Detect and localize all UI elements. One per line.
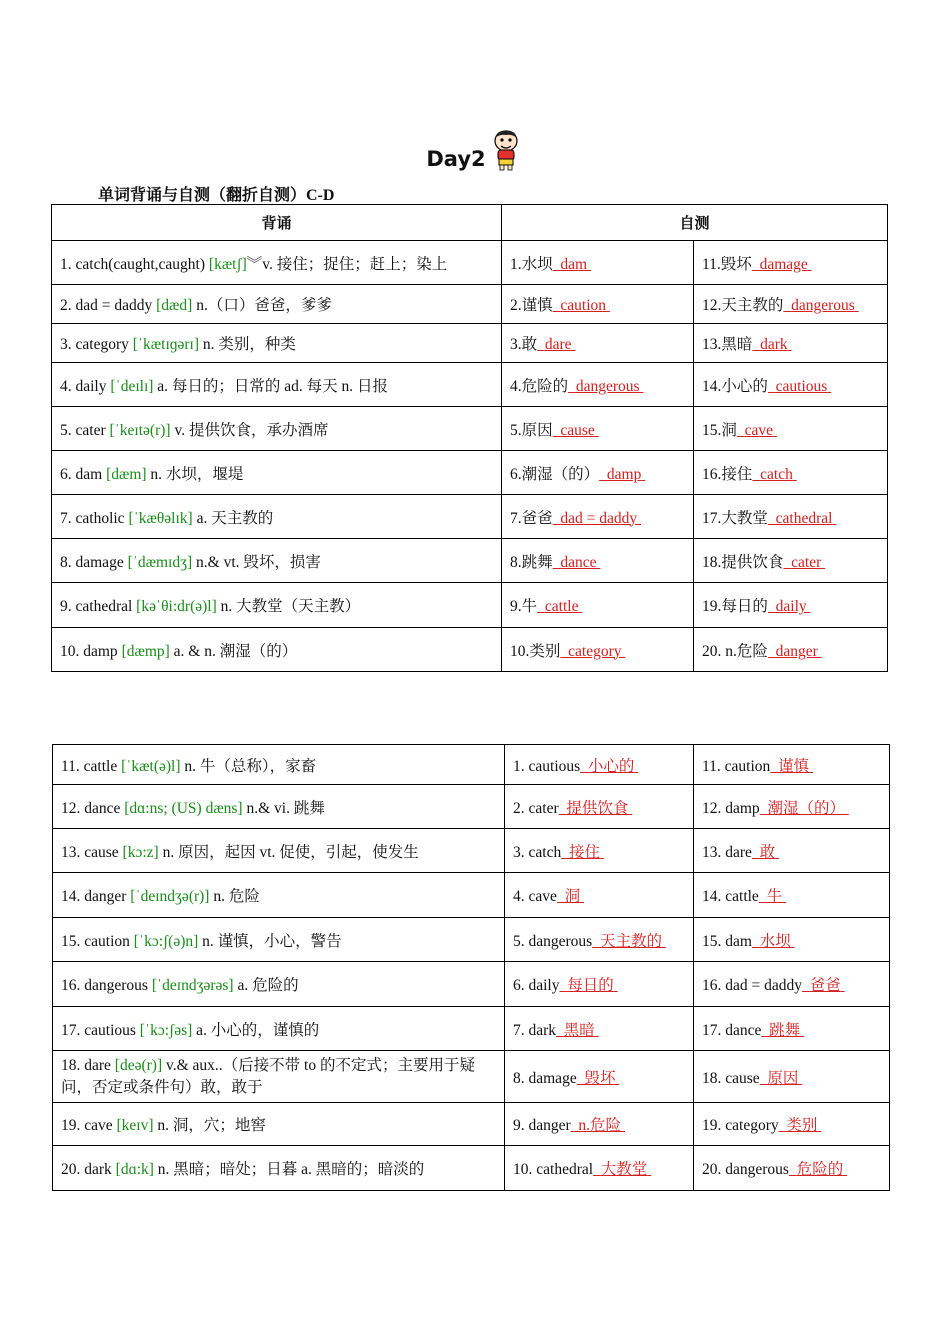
question: 18.提供饮食 <box>702 553 784 571</box>
phonetic: [dæd] <box>156 297 193 314</box>
phonetic: [ˈkæt(ə)l] <box>121 757 181 775</box>
question: 16.接住 <box>702 465 753 483</box>
question: 10.类别 <box>510 642 561 660</box>
answer: cave <box>744 421 774 439</box>
question: 17.大教堂 <box>702 509 768 527</box>
word: 20. dark <box>61 1161 112 1178</box>
selftest-cell <box>694 785 890 829</box>
answer: 接住 <box>568 843 600 861</box>
question: 15.洞 <box>702 421 737 439</box>
word-entry-cell <box>53 1103 505 1146</box>
question: 5.原因 <box>510 421 553 439</box>
question: 6.潮湿（的） <box>510 465 600 483</box>
table-row <box>53 1051 890 1103</box>
word: 3. category <box>60 336 129 353</box>
answer: 谨慎 <box>778 757 810 775</box>
question: 11.毁坏 <box>702 255 752 273</box>
word: 17. cautious <box>61 1021 136 1039</box>
word: 8. damage <box>60 553 124 571</box>
table-header-row <box>52 205 888 241</box>
selftest-cell <box>502 241 694 285</box>
question: 10. cathedral <box>513 1161 594 1178</box>
question: 15. dam <box>702 932 752 950</box>
answer: damage <box>759 255 808 273</box>
question: 20. dangerous <box>702 1161 789 1178</box>
selftest-cell <box>505 745 694 785</box>
vocab-table-1 <box>51 204 888 672</box>
table-row <box>52 451 888 495</box>
answer: 爸爸 <box>809 977 841 994</box>
answer: dare <box>544 336 572 353</box>
selftest-cell <box>694 1103 890 1146</box>
table-row <box>53 1103 890 1146</box>
table-row <box>52 241 888 285</box>
definition: n. 水坝，堰堤 <box>146 465 244 483</box>
word: 18. dare <box>61 1056 111 1074</box>
question: 19. category <box>702 1117 779 1134</box>
phonetic: [ˈkɔ:ʃəs] <box>139 1021 193 1039</box>
definition: n. 危险 <box>209 888 260 905</box>
question: 8.跳舞 <box>510 553 553 571</box>
page-title-text: Day2 <box>426 147 486 171</box>
word: 5. cater <box>60 421 106 439</box>
answer: 提供饮食 <box>566 799 629 817</box>
section-subtitle: 单词背诵与自测（翻折自测）C-D <box>98 187 335 204</box>
selftest-cell <box>694 1007 890 1051</box>
answer: 毁坏 <box>584 1069 616 1087</box>
question: 17. dance <box>702 1021 762 1039</box>
table-row <box>52 583 888 628</box>
selftest-cell <box>505 918 694 962</box>
answer: damp <box>606 465 642 483</box>
answer: 小心的 <box>587 757 635 775</box>
table-row <box>53 918 890 962</box>
word: 4. daily <box>60 377 107 395</box>
answer: danger <box>775 642 818 660</box>
answer: cater <box>791 553 822 571</box>
selftest-cell <box>505 1103 694 1146</box>
table-row <box>53 1146 890 1191</box>
selftest-cell <box>502 539 694 583</box>
question: 9.牛 <box>510 598 538 615</box>
answer: 跳舞 <box>769 1021 801 1039</box>
question: 1.水坝 <box>510 255 553 273</box>
definition: a. 每日的；日常的 ad. 每天 n. 日报 <box>153 377 389 395</box>
selftest-cell <box>694 241 888 285</box>
question: 4.危险的 <box>510 377 569 395</box>
definition: v. 提供饮食，承办酒席 <box>170 421 329 439</box>
selftest-cell <box>694 873 890 918</box>
selftest-cell <box>694 628 888 672</box>
table-row <box>52 285 888 324</box>
phonetic: [dæmp] <box>121 642 170 660</box>
table-row <box>53 745 890 785</box>
definition: n.（口）爸爸，爹爹 <box>192 297 332 314</box>
selftest-cell <box>694 745 890 785</box>
selftest-cell <box>502 451 694 495</box>
definition: a. 天主教的 <box>192 509 274 527</box>
definition: a. 危险的 <box>233 977 299 994</box>
definition: ︾v. 接住；捉住；赶上；染上 <box>246 255 448 273</box>
phonetic: [kəˈθi:dr(ə)l] <box>136 598 217 615</box>
selftest-cell <box>502 583 694 628</box>
selftest-cell <box>694 363 888 407</box>
table-row <box>53 1007 890 1051</box>
phonetic: [ˈkæθəlɪk] <box>128 509 193 527</box>
question: 14. cattle <box>702 888 759 905</box>
word: 16. dangerous <box>61 977 148 994</box>
selftest-cell <box>694 451 888 495</box>
word-entry-cell <box>53 1146 505 1191</box>
selftest-cell <box>505 785 694 829</box>
phonetic: [deə(r)] <box>114 1056 163 1074</box>
definition: n. 黑暗；暗处；日暮 a. 黑暗的；暗淡的 <box>153 1161 425 1178</box>
question: 18. cause <box>702 1069 760 1087</box>
word-entry-cell <box>53 873 505 918</box>
question: 9. danger <box>513 1117 571 1134</box>
word-entry-cell <box>53 962 505 1007</box>
selftest-cell <box>694 962 890 1007</box>
word: 6. dam <box>60 465 103 483</box>
selftest-cell <box>502 285 694 324</box>
word-entry-cell <box>53 785 505 829</box>
answer: 潮湿（的） <box>767 799 845 817</box>
selftest-cell <box>505 873 694 918</box>
word: 1. catch(caught,caught) <box>60 255 206 273</box>
question: 5. dangerous <box>513 932 593 950</box>
selftest-cell <box>505 1007 694 1051</box>
selftest-cell <box>694 324 888 363</box>
cartoon-boy-icon <box>488 128 524 177</box>
answer: 敢 <box>759 843 776 861</box>
answer: cathedral <box>775 509 833 527</box>
phonetic: [ˈkɔ:ʃ(ə)n] <box>133 932 199 950</box>
word-entry-cell <box>53 1007 505 1051</box>
definition: n. 谨慎，小心，警告 <box>198 932 342 950</box>
word-entry-cell <box>52 539 502 583</box>
header-recite: 背诵 <box>52 205 502 241</box>
selftest-cell <box>694 495 888 539</box>
answer: 牛 <box>766 888 783 905</box>
phonetic: [ˈdæmɪdʒ] <box>127 553 193 571</box>
question: 4. cave <box>513 888 557 905</box>
header-selftest: 自测 <box>502 205 888 241</box>
table-row <box>53 873 890 918</box>
selftest-cell <box>502 407 694 451</box>
question: 12.天主教的 <box>702 297 784 314</box>
table-row <box>53 962 890 1007</box>
answer: 黑暗 <box>563 1021 595 1039</box>
definition: n. 原因，起因 vt. 促使，引起，使发生 <box>158 843 419 861</box>
phonetic: [kɔ:z] <box>122 843 159 861</box>
question: 1. cautious <box>513 757 581 775</box>
question: 3.敢 <box>510 336 538 353</box>
word-entry-cell <box>53 829 505 873</box>
question: 3. catch <box>513 843 562 861</box>
word: 9. cathedral <box>60 598 133 615</box>
selftest-cell <box>502 628 694 672</box>
word-entry-cell <box>52 628 502 672</box>
question: 8. damage <box>513 1069 577 1087</box>
answer: 类别 <box>786 1117 818 1134</box>
table-row <box>52 324 888 363</box>
question: 11. caution <box>702 757 771 775</box>
question: 7.爸爸 <box>510 509 553 527</box>
definition: n. 大教堂（天主教） <box>216 598 361 615</box>
word-entry-cell <box>52 324 502 363</box>
table-row <box>53 829 890 873</box>
selftest-cell <box>694 583 888 628</box>
definition: a. 小心的，谨慎的 <box>192 1021 320 1039</box>
selftest-cell <box>505 829 694 873</box>
question: 7. dark <box>513 1021 557 1039</box>
table-row <box>52 495 888 539</box>
selftest-cell <box>694 285 888 324</box>
selftest-cell <box>694 829 890 873</box>
word-entry-cell <box>52 583 502 628</box>
phonetic: [kætʃ] <box>208 255 247 273</box>
question: 13.黑暗 <box>702 336 753 353</box>
selftest-cell <box>502 363 694 407</box>
question: 2. cater <box>513 799 559 817</box>
answer: catch <box>760 465 793 483</box>
phonetic: [ˈdeɪndʒə(r)] <box>130 888 210 905</box>
definition: n. 类别，种类 <box>199 336 296 353</box>
word-entry-cell <box>53 918 505 962</box>
word: 13. cause <box>61 843 119 861</box>
table-row <box>53 785 890 829</box>
answer: 原因 <box>767 1069 799 1087</box>
answer: 危险的 <box>796 1161 844 1178</box>
word: 12. dance <box>61 799 121 817</box>
question: 2.谨慎 <box>510 297 553 314</box>
selftest-cell <box>694 539 888 583</box>
answer: caution <box>560 297 607 314</box>
answer: dam <box>560 255 588 273</box>
answer: 洞 <box>564 888 581 905</box>
word: 19. cave <box>61 1117 113 1134</box>
word: 2. dad = daddy <box>60 297 153 314</box>
answer: category <box>568 642 622 660</box>
phonetic: [ˈkætɪɡərɪ] <box>132 336 200 353</box>
answer: 天主教的 <box>599 932 662 950</box>
selftest-cell <box>505 1051 694 1103</box>
word: 11. cattle <box>61 757 118 775</box>
word-entry-cell <box>52 241 502 285</box>
word-entry-cell <box>52 495 502 539</box>
table-row <box>52 539 888 583</box>
answer: dad = daddy <box>560 509 638 527</box>
answer: cautious <box>775 377 828 395</box>
selftest-cell <box>502 324 694 363</box>
selftest-cell <box>505 1146 694 1191</box>
question: 16. dad = daddy <box>702 977 803 994</box>
selftest-cell <box>694 1051 890 1103</box>
answer: dark <box>760 336 788 353</box>
definition: n.& vt. 毁坏，损害 <box>192 553 321 571</box>
question: 6. daily <box>513 977 560 994</box>
phonetic: [dæm] <box>106 465 147 483</box>
phonetic: [ˈdeɪlɪ] <box>110 377 154 395</box>
definition: n. 牛（总称），家畜 <box>180 757 317 775</box>
selftest-cell <box>694 407 888 451</box>
word-entry-cell <box>52 407 502 451</box>
answer: n.危险 <box>578 1117 622 1134</box>
page-title <box>0 128 950 177</box>
selftest-cell <box>694 1146 890 1191</box>
answer: cattle <box>544 598 579 615</box>
vocab-table-2 <box>52 744 890 1191</box>
phonetic: [ˈkeɪtə(r)] <box>109 421 171 439</box>
question: 20. n.危险 <box>702 642 768 660</box>
answer: dangerous <box>575 377 640 395</box>
word-entry-cell <box>52 363 502 407</box>
answer: dance <box>560 553 597 571</box>
definition: n. 洞，穴；地窖 <box>153 1117 266 1134</box>
answer: cause <box>560 421 595 439</box>
word-entry-cell <box>52 285 502 324</box>
word: 10. damp <box>60 642 118 660</box>
selftest-cell <box>694 918 890 962</box>
question: 19.每日的 <box>702 598 768 615</box>
phonetic: [ˈdeɪndʒərəs] <box>151 977 234 994</box>
table-row <box>52 628 888 672</box>
answer: dangerous <box>791 297 855 314</box>
table-row <box>52 407 888 451</box>
definition: n.& vi. 跳舞 <box>242 799 325 817</box>
word: 14. danger <box>61 888 127 905</box>
definition: v.& aux..（后接不带 to 的不定式；主要用于疑问，否定或条件句）敢，敢于 <box>61 1056 475 1096</box>
answer: 水坝 <box>759 932 791 950</box>
word-entry-cell <box>53 1051 505 1103</box>
answer: 每日的 <box>567 977 614 994</box>
word: 15. caution <box>61 932 130 950</box>
word-entry-cell <box>53 745 505 785</box>
answer: 大教堂 <box>600 1161 648 1178</box>
definition: a. & n. 潮湿（的） <box>169 642 298 660</box>
selftest-cell <box>502 495 694 539</box>
answer: daily <box>775 598 807 615</box>
word-entry-cell <box>52 451 502 495</box>
table-row <box>52 363 888 407</box>
question: 12. damp <box>702 799 760 817</box>
question: 13. dare <box>702 843 752 861</box>
phonetic: [dɑ:ns; (US) dæns] <box>124 799 243 817</box>
question: 14.小心的 <box>702 377 768 395</box>
phonetic: [keɪv] <box>116 1117 154 1134</box>
word: 7. catholic <box>60 509 125 527</box>
selftest-cell <box>505 962 694 1007</box>
phonetic: [dɑ:k] <box>115 1161 154 1178</box>
